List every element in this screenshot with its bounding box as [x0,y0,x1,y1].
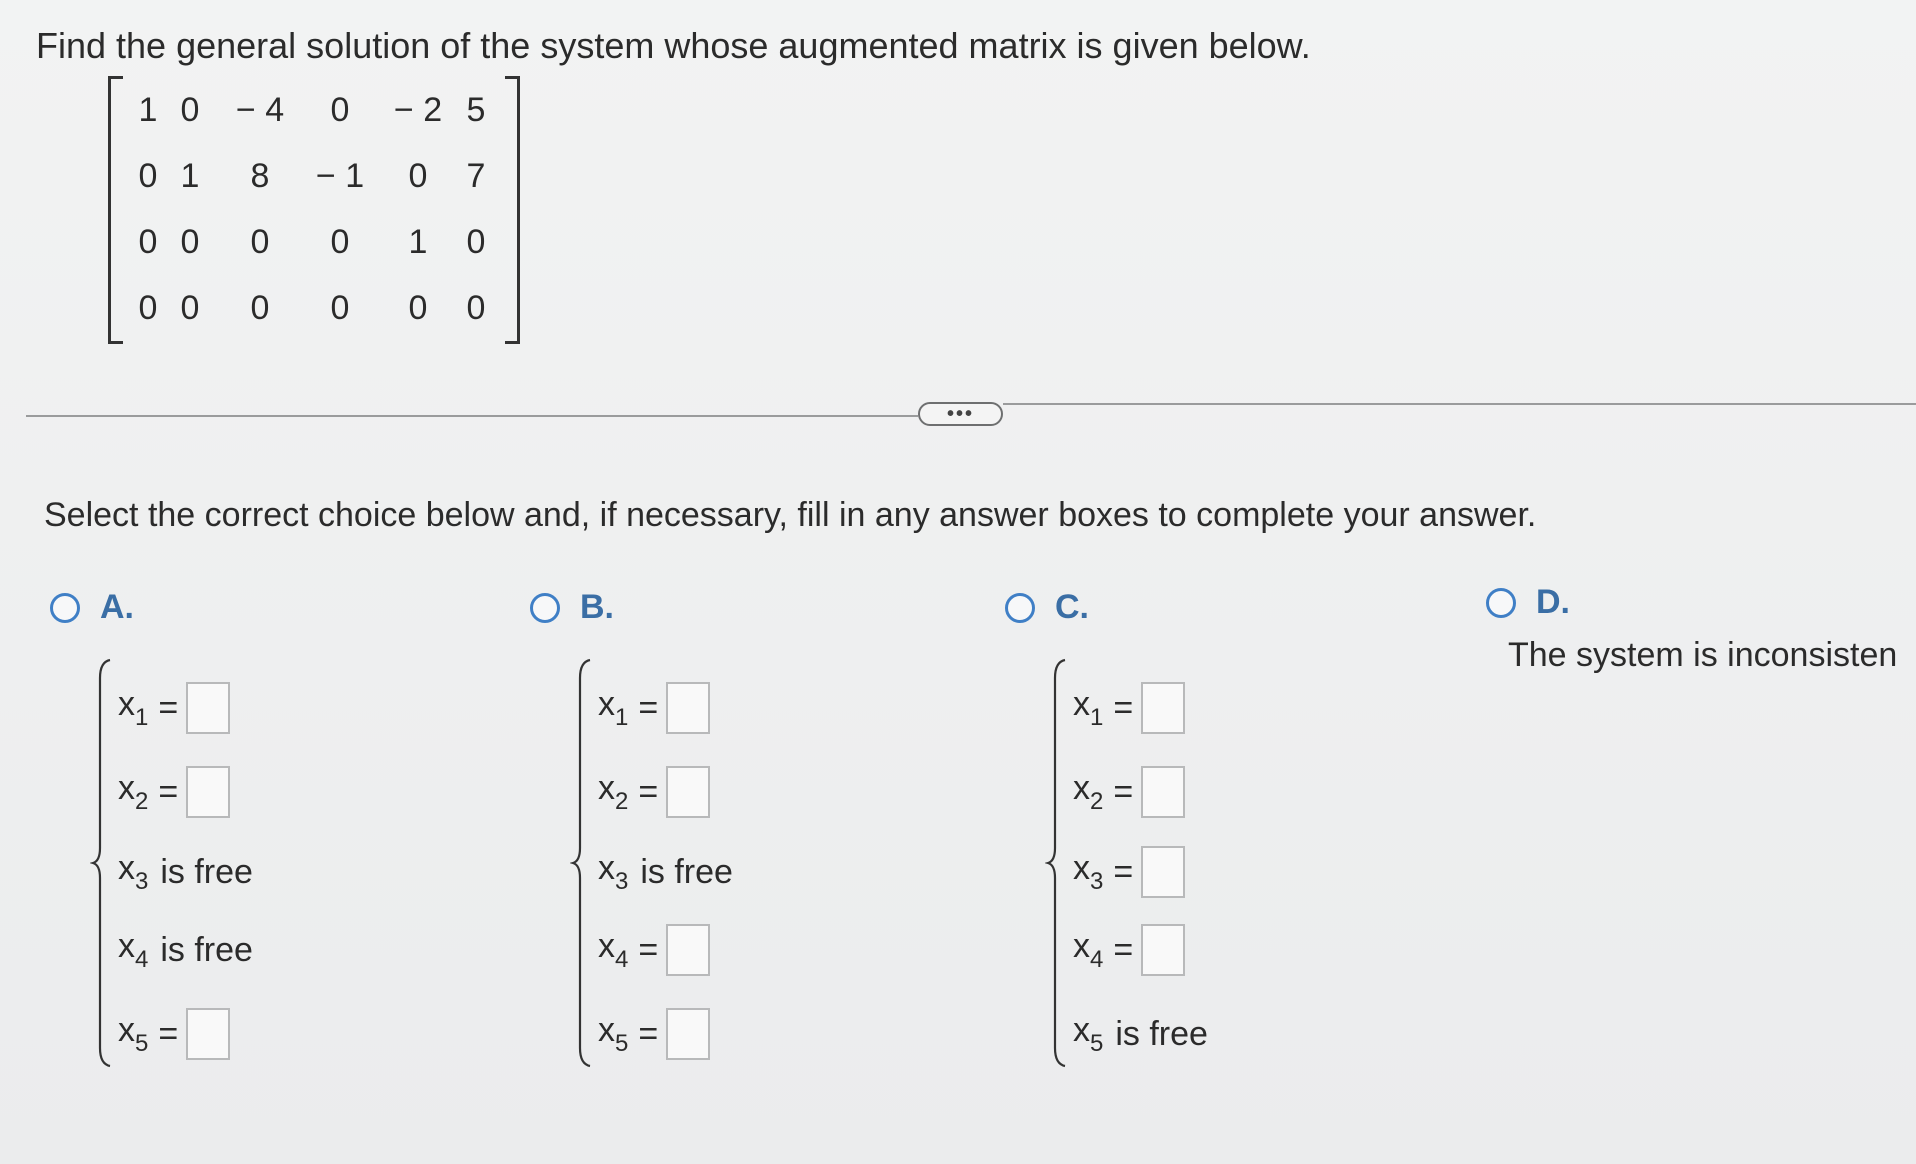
matrix-cell: 0 [408,157,428,195]
matrix-row [108,90,520,130]
choice-d-text: The system is inconsisten [1508,636,1898,674]
question-text: Find the general solution of the system whose augmented matrix is given below. [36,25,1311,66]
choice-c-system [1045,658,1305,1068]
variable-subscript: 4 [615,945,629,973]
variable-name: x [598,848,615,887]
matrix-cell: 0 [330,289,350,327]
variable-name: x [1073,848,1090,887]
variable-subscript: 1 [1090,703,1104,731]
matrix-row [108,288,520,328]
equation-line [1073,1006,1208,1062]
variable-label [598,769,628,816]
answer-box[interactable] [666,766,710,818]
equation-line [1073,764,1185,820]
equation-line [1073,680,1185,736]
matrix-cell: 0 [138,223,158,261]
variable-label [118,769,148,816]
answer-box[interactable] [186,682,230,734]
matrix-cell: 0 [250,223,270,261]
matrix-row [108,156,520,196]
variable-name: x [598,1010,615,1049]
variable-subscript: 2 [1090,787,1104,815]
variable-label [118,849,148,896]
free-variable-text: is free [1115,1014,1208,1053]
equals-sign: = [1113,688,1134,727]
variable-name: x [118,1010,135,1049]
variable-name: x [1073,684,1090,723]
curly-brace-icon [1045,658,1069,1068]
choice-a-header[interactable] [50,588,134,627]
curly-brace-icon [570,658,594,1068]
variable-subscript: 2 [135,787,149,815]
answer-box[interactable] [1141,682,1185,734]
equation-line [598,922,710,978]
choice-a-radio[interactable] [50,593,80,623]
expand-more-button[interactable]: ••• [918,402,1003,426]
variable-name: x [598,684,615,723]
equation-line [118,922,253,978]
answer-box[interactable] [186,1008,230,1060]
instruction-text: Select the correct choice below and, if necessary, fill in any answer boxes to complete your answer. [44,496,1537,534]
variable-label [598,685,628,732]
matrix-cell: 0 [180,289,200,327]
choice-a-label: A. [100,588,134,626]
equation-line [598,844,733,900]
matrix-cell: 0 [466,223,486,261]
matrix-cell: 0 [330,91,350,129]
matrix-cell: 7 [466,157,486,195]
choice-a[interactable] [50,588,253,1057]
variable-name: x [118,768,135,807]
variable-name: x [1073,926,1090,965]
equation-line [118,764,230,820]
matrix-cell: 0 [250,289,270,327]
matrix-cell: 1 [138,91,158,129]
matrix-cell: 0 [466,289,486,327]
variable-subscript: 4 [1090,945,1104,973]
equals-sign: = [158,772,179,811]
answer-box[interactable] [186,766,230,818]
variable-subscript: 1 [135,703,149,731]
section-divider [1003,403,1916,405]
equals-sign: = [638,930,659,969]
matrix-cell: 1 [180,157,200,195]
matrix-row [108,222,520,262]
matrix-cell: 0 [138,157,158,195]
variable-label [1073,927,1103,974]
equals-sign: = [158,688,179,727]
choice-c-radio[interactable] [1005,593,1035,623]
variable-name: x [1073,768,1090,807]
equals-sign: = [638,1014,659,1053]
variable-name: x [598,926,615,965]
equals-sign: = [158,1014,179,1053]
variable-subscript: 3 [1090,867,1104,895]
augmented-matrix [108,72,520,342]
equation-line [118,844,253,900]
answer-box[interactable] [1141,924,1185,976]
equation-line [598,680,710,736]
choice-b-header[interactable] [530,588,614,627]
answer-box[interactable] [666,1008,710,1060]
free-variable-text: is free [160,930,253,969]
equals-sign: = [1113,772,1134,811]
variable-name: x [118,848,135,887]
variable-label [598,927,628,974]
equation-line [1073,844,1185,900]
answer-box[interactable] [666,924,710,976]
matrix-cell: − 4 [235,91,285,129]
matrix-cell: 0 [138,289,158,327]
variable-label [1073,769,1103,816]
variable-subscript: 5 [1090,1029,1104,1057]
choice-c-label: C. [1055,588,1089,626]
choice-d-label: D. [1536,583,1570,621]
matrix-cell: 5 [466,91,486,129]
variable-label [1073,1011,1103,1058]
variable-label [598,849,628,896]
variable-label [118,685,148,732]
variable-label [1073,849,1103,896]
variable-subscript: 4 [135,945,149,973]
choice-d-radio[interactable] [1486,588,1516,618]
equation-line [598,1006,710,1062]
variable-name: x [598,768,615,807]
choice-c-header[interactable] [1005,588,1089,627]
variable-name: x [118,926,135,965]
equals-sign: = [1113,930,1134,969]
choice-d[interactable] [1486,583,1570,622]
matrix-cell: 8 [250,157,270,195]
choice-c[interactable] [1005,588,1208,1057]
matrix-cell: 0 [180,223,200,261]
free-variable-text: is free [160,852,253,891]
matrix-cell: − 1 [315,157,365,195]
matrix-cell: 0 [180,91,200,129]
equals-sign: = [638,688,659,727]
variable-label [118,927,148,974]
choice-b[interactable] [530,588,733,1057]
variable-name: x [1073,1010,1090,1049]
equation-line [118,1006,230,1062]
variable-name: x [118,684,135,723]
variable-subscript: 2 [615,787,629,815]
matrix-cell: − 2 [393,91,443,129]
choice-d-header[interactable] [1486,583,1570,622]
variable-subscript: 3 [615,867,629,895]
answer-box[interactable] [1141,766,1185,818]
matrix-cell: 1 [408,223,428,261]
variable-subscript: 5 [615,1029,629,1057]
choice-a-system [90,658,350,1068]
choice-b-system [570,658,830,1068]
answer-box[interactable] [666,682,710,734]
matrix-cell: 0 [408,289,428,327]
equation-line [118,680,230,736]
equation-line [598,764,710,820]
choice-b-label: B. [580,588,614,626]
answer-box[interactable] [1141,846,1185,898]
variable-subscript: 1 [615,703,629,731]
equals-sign: = [1113,852,1134,891]
variable-subscript: 5 [135,1029,149,1057]
curly-brace-icon [90,658,114,1068]
variable-label [118,1011,148,1058]
choice-b-radio[interactable] [530,593,560,623]
variable-label [598,1011,628,1058]
equation-line [1073,922,1185,978]
free-variable-text: is free [640,852,733,891]
equals-sign: = [638,772,659,811]
section-divider [26,415,918,417]
matrix-cell: 0 [330,223,350,261]
variable-subscript: 3 [135,867,149,895]
variable-label [1073,685,1103,732]
